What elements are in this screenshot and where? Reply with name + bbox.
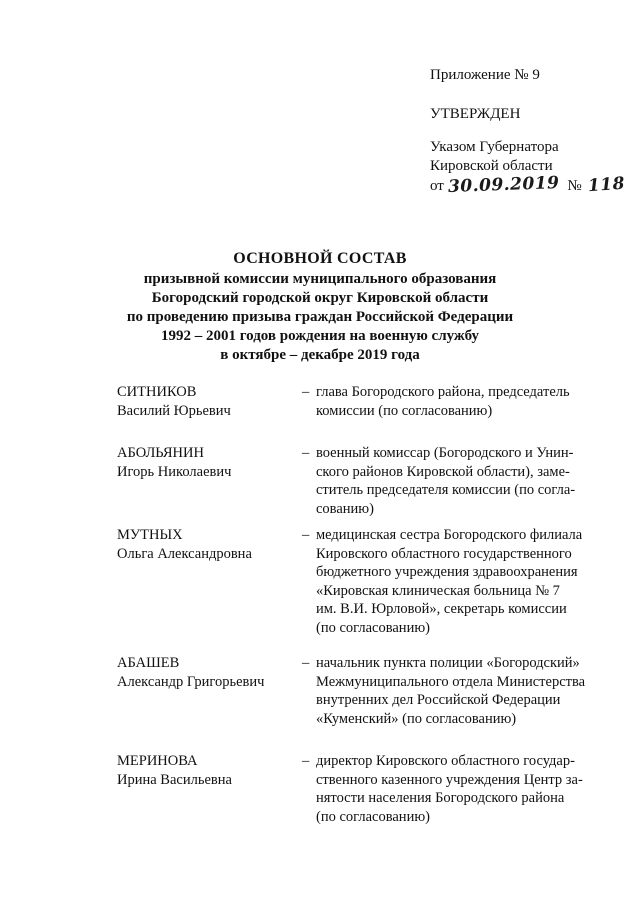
member-name: [117, 752, 292, 789]
member-description: директор Кировского областного государ- ственного казенного учреждения Центр за- нятости населения Богородского района (по согласованию): [316, 753, 583, 825]
member-dash: –: [302, 527, 310, 543]
member-given-name: Василий Юрьевич: [117, 402, 231, 419]
member-surname: АБАШЕВ: [117, 655, 180, 671]
member-name: [117, 383, 292, 420]
member-surname: СИТНИКОВ: [117, 384, 197, 400]
number-sign: №: [567, 178, 582, 194]
member-name: [117, 654, 292, 691]
title-main: ОСНОВНОЙ СОСТАВ: [233, 250, 407, 267]
member-surname: АБОЛЬЯНИН: [117, 445, 204, 461]
member-description: медицинская сестра Богородского филиала Кировского областного государственного бюджетного учреждения здравоохранения «Кировская клиническая больница № 7 им. В.И. Юрловой», секретарь комиссии (по согласованию): [316, 527, 583, 636]
member-description: глава Богородского района, председатель комиссии (по согласованию): [316, 384, 570, 419]
from-word: от: [430, 178, 444, 194]
decree-date-line: [430, 173, 626, 197]
member-description: начальник пункта полиции «Богородский» Межмуниципального отдела Министерства внутренних дел Российской Федерации «Куменский» (по согласованию): [316, 655, 586, 727]
title-line-3: по проведению призыва граждан Российской Федерации: [126, 309, 514, 325]
title-line-5: в октябре – декабре 2019 года: [220, 347, 420, 363]
title-line-2: Богородский городской округ Кировской области: [151, 290, 489, 306]
appendix-label: Приложение № 9: [430, 67, 540, 83]
member-dash: –: [302, 445, 310, 461]
approved-label: УТВЕРЖДЕН: [430, 106, 521, 122]
member-dash: –: [302, 655, 310, 671]
member-name: [117, 444, 292, 481]
handwritten-number: 118: [586, 173, 626, 197]
title-line-1: призывной комиссии муниципального образования: [143, 271, 497, 287]
member-given-name: Ирина Васильевна: [117, 771, 232, 788]
decree-line-1: Указом Губернатора: [430, 139, 559, 155]
decree-block: [430, 138, 625, 195]
member-given-name: Александр Григорьевич: [117, 673, 265, 690]
member-dash: –: [302, 753, 310, 769]
member-surname: МУТНЫХ: [117, 527, 183, 543]
member-surname: МЕРИНОВА: [117, 753, 198, 769]
handwritten-date: 30.09.2019: [447, 173, 560, 197]
member-dash: –: [302, 384, 310, 400]
member-description: военный комиссар (Богородского и Унин- ского районов Кировской области), заме- ститель председателя комиссии (по согла- сованию): [316, 445, 576, 517]
member-given-name: Игорь Николаевич: [117, 463, 232, 480]
decree-line-2: Кировской области: [430, 158, 553, 174]
document-title: [0, 249, 640, 365]
member-given-name: Ольга Александровна: [117, 545, 252, 562]
title-line-4: 1992 – 2001 годов рождения на военную службу: [160, 328, 480, 344]
member-name: [117, 526, 292, 563]
